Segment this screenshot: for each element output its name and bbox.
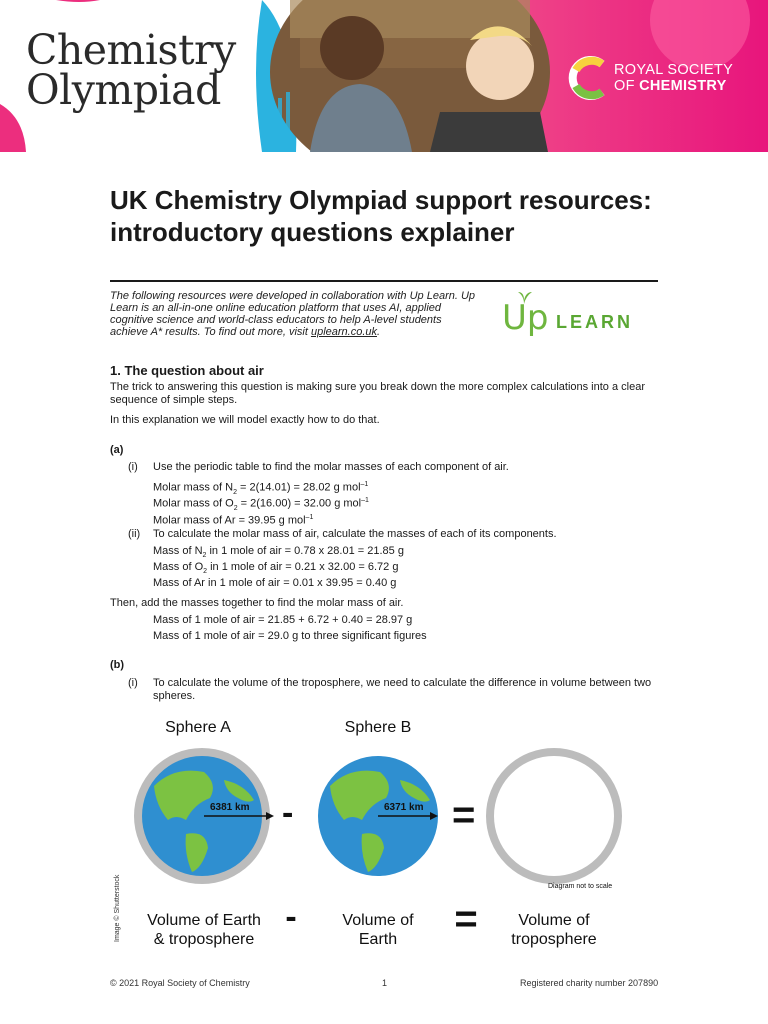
rsc-line-2 [614, 78, 733, 94]
intro-paragraph [110, 290, 480, 338]
uplearn-link[interactable]: uplearn.co.uk [310, 326, 377, 338]
uplearn-learn: LEARN [556, 312, 633, 332]
equals-sign-1: = [452, 793, 476, 837]
spheres-graphic [114, 744, 658, 914]
rsc-of: OF [614, 78, 640, 94]
part-b-i-label: (i) [128, 677, 138, 689]
intro-text: The following resources were developed in collaboration with Up Learn. Up Learn is an all-in-one online education platform that uses AI, applied cognitive science and world-class educators to help A-level students achieve A* results. To find out more, visit [110, 290, 476, 338]
image-credit: Image © Shutterstock [114, 874, 121, 942]
rsc-c-icon [568, 56, 608, 100]
footer-charity: Registered charity number 207890 [520, 978, 659, 988]
troposphere-ring [490, 752, 618, 880]
rsc-wordmark [614, 62, 733, 94]
mass-n2: Mass of $N_2$ in 1 mole of air = 0.78 x 28.01 = 21.85 g [153, 545, 404, 560]
part-b-i-text: To calculate the volume of the troposphere, we need to calculate the difference in volume between two spheres. [153, 677, 652, 702]
sphere-diagram [114, 714, 658, 954]
rsc-line-1: ROYAL SOCIETY [614, 62, 734, 78]
mass-ar: Mass of Ar in 1 mole of air = 0.01 x 39.95 = 0.40 g [153, 577, 397, 589]
minus-sign-1: - [282, 794, 294, 832]
part-b-label: (b) [110, 659, 125, 671]
equals-sign-2: = [454, 897, 478, 941]
molar-mass-o2: Molar mass of $O_2 = 2(16.00) = 32.00$ g mol$^{-1}$ [153, 497, 369, 512]
paragraph-1: The trick to answering this question is making sure you break down the more complex calculations into a clear sequence of simple steps. [110, 381, 645, 406]
uplearn-logo [502, 290, 662, 340]
chemistry-olympiad-logo [26, 26, 236, 114]
paragraph-2: In this explanation we will model exactly how to do that. [110, 414, 380, 426]
volume-b-label: Volume of Earth [342, 912, 414, 948]
radius-a-text: 6381 km [210, 802, 250, 813]
volume-c-label: Volume of troposphere [511, 912, 597, 948]
rsc-logo [568, 56, 758, 104]
part-a-ii-label: (ii) [128, 528, 141, 540]
part-a-label: (a) [110, 444, 124, 456]
molar-mass-ar: Molar mass of Ar = 39.95 g mol$^{-1}$ [153, 514, 314, 527]
brand-line-1: Chemistry [26, 26, 236, 74]
part-a-i-label: (i) [128, 461, 138, 473]
sphere-b-label: Sphere B [344, 719, 412, 736]
header-banner [0, 0, 768, 152]
rsc-chemistry: CHEMISTRY [639, 78, 727, 94]
molar-mass-n2: Molar mass of $N_2 = 2(14.01) = 28.02$ g mol$^{-1}$ [153, 481, 369, 496]
footer-copyright: © 2021 Royal Society of Chemistry [110, 978, 250, 988]
intro-end: . [377, 326, 381, 338]
mass-o2: Mass of $O_2$ in 1 mole of air = 0.21 x 32.00 = 6.72 g [153, 561, 399, 576]
radius-b-text: 6371 km [384, 802, 424, 813]
minus-sign-2: - [285, 898, 297, 936]
brand-line-2: Olympiad [26, 66, 221, 114]
section-heading: 1. The question about air [110, 363, 264, 378]
sphere-a-label: Sphere A [165, 719, 231, 736]
not-to-scale-note: Diagram not to scale [548, 883, 613, 890]
uplearn-up: Up [502, 298, 549, 338]
volume-a-label: Volume of Earth & troposphere [147, 912, 261, 948]
part-a-ii-text: To calculate the molar mass of air, calculate the masses of each of its components. [153, 528, 557, 540]
then-text: Then, add the masses together to find the molar mass of air. [110, 597, 404, 609]
sum-line-1: Mass of 1 mole of air = 21.85 + 6.72 + 0.40 = 28.97 g [153, 614, 413, 626]
footer-page-number: 1 [382, 978, 388, 988]
document-title: UK Chemistry Olympiad support resources: introductory questions explainer [110, 185, 652, 247]
part-a-i-text: Use the periodic table to find the molar masses of each component of air. [153, 461, 509, 473]
title-divider [110, 280, 658, 282]
sum-line-2: Mass of 1 mole of air = 29.0 g to three significant figures [153, 630, 427, 642]
